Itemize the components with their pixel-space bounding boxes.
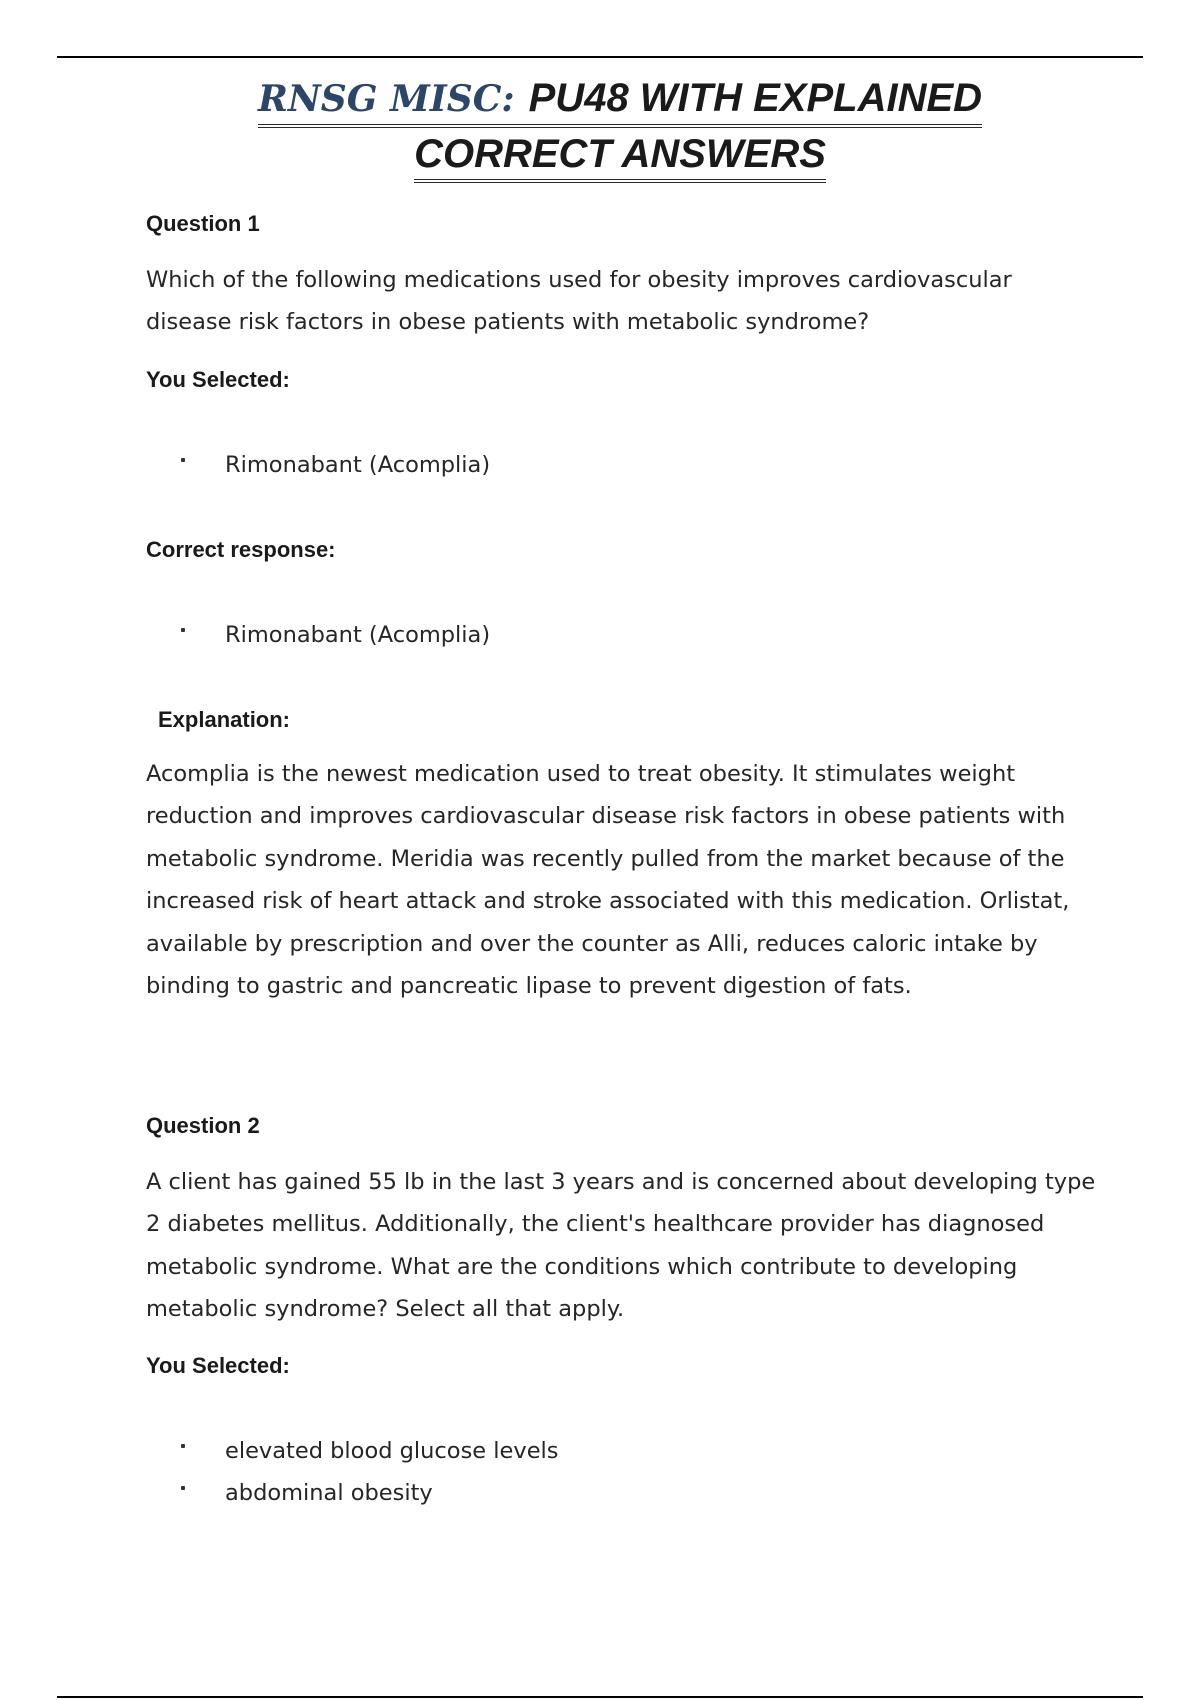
bullet-icon — [181, 458, 185, 462]
bullet-icon — [181, 1444, 185, 1448]
document-title — [0, 72, 1200, 183]
selected-answer: abdominal obesity — [225, 1480, 433, 1506]
correct-answer: Rimonabant (Acomplia) — [225, 622, 491, 648]
question-1-explanation-text: Acomplia is the newest medication used to treat obesity. It stimulates weight reduction and improves cardiovascular disease risk factors in obese patients with metabolic syndrome. Meridia was recently pulled from the market because of the increased risk of heart attack and stroke associated with this medication. Orlistat, available by prescription and over the counter as Alli, reduces caloric intake by binding to gastric and pancreatic lipase to prevent digestion of fats. — [146, 761, 1070, 1000]
question-2-you-selected-label: You Selected: — [146, 1353, 290, 1378]
question-1-heading: Question 1 — [146, 211, 260, 236]
selected-answer: elevated blood glucose levels — [225, 1438, 559, 1464]
question-1-text: Which of the following medications used for obesity improves cardiovascular disease risk factors in obese patients with metabolic syndrome? — [146, 267, 1012, 336]
question-2-selected-item-2 — [181, 1480, 433, 1506]
question-1-explanation-label: Explanation: — [158, 707, 291, 732]
question-2-selected-item-1 — [181, 1438, 559, 1464]
title-text-1: PU48 WITH EXPLAINED — [528, 76, 983, 120]
bottom-rule — [57, 1696, 1143, 1698]
question-1-correct-item — [181, 622, 490, 648]
selected-answer: Rimonabant (Acomplia) — [225, 452, 491, 478]
title-line-2 — [414, 131, 826, 183]
question-2-text: A client has gained 55 lb in the last 3 years and is concerned about developing type 2 diabetes mellitus. Additionally, the client's healthcare provider has diagnosed metabolic syndrome. What are the conditions which contribute to developing metabolic syndrome? Select all that apply. — [146, 1169, 1096, 1323]
title-text-2: CORRECT ANSWERS — [414, 132, 826, 176]
bullet-icon — [181, 1486, 185, 1490]
title-line-1 — [258, 75, 982, 128]
question-1-correct-response-label: Correct response: — [146, 537, 336, 562]
question-1-you-selected-label: You Selected: — [146, 367, 290, 392]
bullet-icon — [181, 628, 185, 632]
course-code: RNSG MISC: — [257, 78, 515, 120]
top-rule — [57, 56, 1143, 58]
question-2-heading: Question 2 — [146, 1113, 260, 1138]
question-1-selected-item — [181, 452, 490, 478]
